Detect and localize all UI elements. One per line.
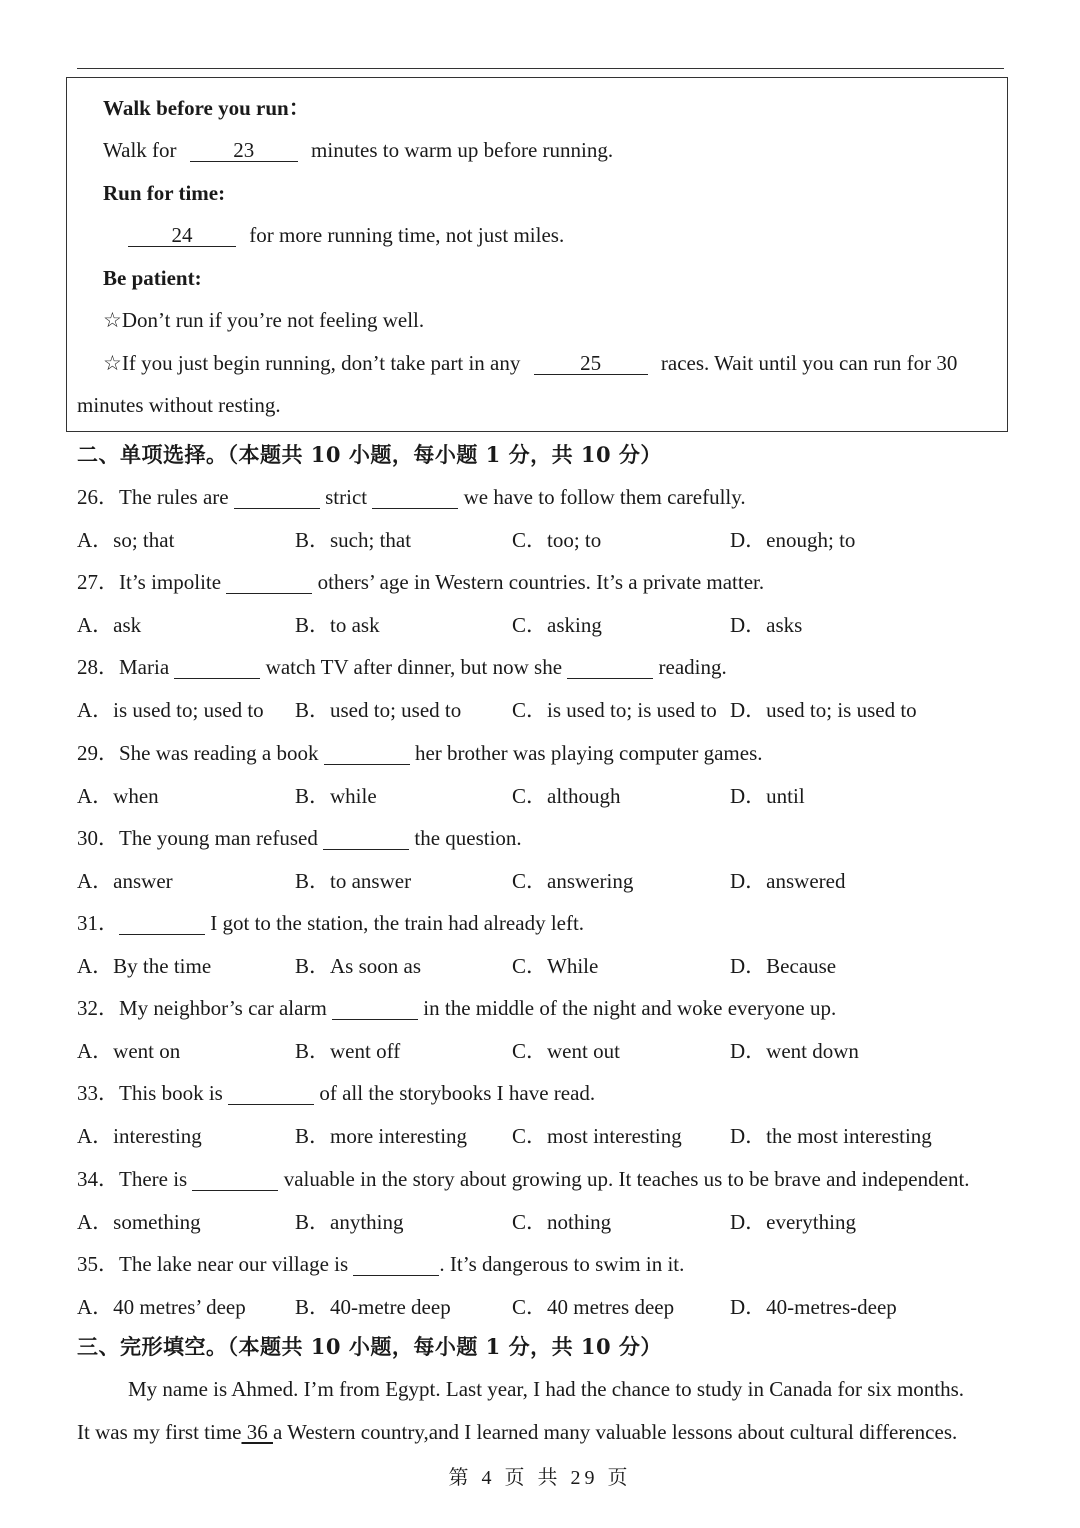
cloze-paragraph-line-1: My name is Ahmed. I’m from Egypt. Last year, I had the chance to study in Canada for six months. <box>128 1377 965 1401</box>
answer-blank <box>372 486 458 509</box>
question-stem: 35．The lake near our village is . It’s dangerous to swim in it. <box>77 1251 685 1276</box>
option-d: D．the most interesting <box>730 1124 932 1149</box>
option-a: A．went on <box>77 1039 181 1064</box>
option-d: D．went down <box>730 1039 859 1064</box>
answer-blank <box>567 656 653 679</box>
option-c: C．40 metres deep <box>512 1294 675 1319</box>
question-stem: 30．The young man refused the question. <box>77 825 522 850</box>
box-line-unwell: ☆Don’t run if you’re not feeling well. <box>103 308 425 332</box>
option-d: D．answered <box>730 868 846 893</box>
answer-blank <box>323 827 409 850</box>
option-a: A．ask <box>77 613 142 638</box>
option-b: B．while <box>295 783 377 808</box>
question-stem: 32．My neighbor’s car alarm in the middle of the night and woke everyone up. <box>77 996 837 1021</box>
option-d: D．everything <box>730 1209 856 1234</box>
answer-blank <box>332 997 418 1020</box>
option-a: A．so; that <box>77 528 175 552</box>
option-a: A．when <box>77 783 159 808</box>
blank-24: 24 <box>128 224 236 247</box>
option-a: A．is used to; used to <box>77 698 264 723</box>
box-line-walk: Walk for 23 minutes to warm up before running. <box>103 138 614 162</box>
section-2-heading: 二、单项选择。（本题共 10 小题，每小题 1 分，共 10 分） <box>77 442 662 467</box>
answer-blank <box>174 656 260 679</box>
box-line-races: ☆If you just begin running, don’t take part in any 25 races. Wait until you can run for 30 <box>103 351 958 375</box>
blank-25: 25 <box>534 352 648 375</box>
option-a: A．interesting <box>77 1124 202 1149</box>
box-heading-run: Run for time: <box>103 181 226 205</box>
answer-blank <box>119 912 205 935</box>
header-rule <box>77 68 1004 69</box>
blank-36: 36 <box>241 1420 273 1444</box>
option-c: C．went out <box>512 1039 620 1064</box>
option-b: B．such; that <box>295 528 412 552</box>
option-c: C．most interesting <box>512 1124 682 1149</box>
option-b: B．to answer <box>295 868 412 893</box>
section-3-heading: 三、完形填空。（本题共 10 小题，每小题 1 分，共 10 分） <box>77 1334 662 1359</box>
option-b: B．used to; used to <box>295 698 462 723</box>
option-d: D．until <box>730 783 805 808</box>
option-a: A．By the time <box>77 954 212 978</box>
answer-blank <box>324 742 410 765</box>
box-line-run: 24 for more running time, not just miles. <box>128 222 564 248</box>
page-footer: 第 4 页 共 29 页 <box>448 1467 632 1489</box>
option-b: B．anything <box>295 1209 404 1234</box>
option-b: B．40-metre deep <box>295 1294 451 1319</box>
option-c: C．While <box>512 954 599 978</box>
option-c: C．asking <box>512 613 602 638</box>
option-c: C．is used to; is used to <box>512 698 717 723</box>
blank-23: 23 <box>190 139 298 162</box>
question-stem: 31． I got to the station, the train had already left. <box>77 911 585 935</box>
question-stem: 26．The rules are strict we have to follow them carefully. <box>77 485 746 509</box>
option-c: C．nothing <box>512 1209 612 1234</box>
answer-blank <box>226 571 312 594</box>
option-d: D．asks <box>730 613 803 638</box>
box-heading-patient: Be patient: <box>103 266 202 290</box>
option-a: A．40 metres’ deep <box>77 1294 246 1319</box>
option-b: B．to ask <box>295 613 380 638</box>
answer-blank <box>192 1168 278 1191</box>
answer-blank <box>228 1082 314 1105</box>
running-tips-box <box>66 77 1008 432</box>
answer-blank <box>353 1253 439 1276</box>
option-d: D．enough; to <box>730 528 856 552</box>
option-b: B．went off <box>295 1039 401 1064</box>
option-d: D．40-metres-deep <box>730 1294 897 1319</box>
option-d: D．Because <box>730 954 837 978</box>
question-stem: 34．There is valuable in the story about growing up. It teaches us to be brave and independent. <box>77 1166 970 1191</box>
question-stem: 33．This book is of all the storybooks I have read. <box>77 1081 596 1106</box>
answer-blank <box>234 486 320 509</box>
question-stem: 27．It’s impolite others’ age in Western countries. It’s a private matter. <box>77 570 765 595</box>
option-a: A．answer <box>77 868 173 893</box>
option-d: D．used to; is used to <box>730 698 917 723</box>
option-c: C．although <box>512 783 621 808</box>
option-c: C．answering <box>512 868 634 893</box>
option-b: B．more interesting <box>295 1124 468 1149</box>
question-stem: 28．Maria watch TV after dinner, but now she reading. <box>77 655 727 680</box>
option-b: B．As soon as <box>295 954 422 978</box>
box-line-resting: minutes without resting. <box>77 393 281 417</box>
cloze-paragraph-line-2: It was my first time 36 a Western country,and I learned many valuable lessons about cultural differences. <box>77 1420 958 1444</box>
option-c: C．too; to <box>512 528 602 552</box>
option-a: A．something <box>77 1209 201 1234</box>
question-stem: 29．She was reading a book her brother was playing computer games. <box>77 740 763 765</box>
box-heading-walk: Walk before you run： <box>103 96 310 120</box>
